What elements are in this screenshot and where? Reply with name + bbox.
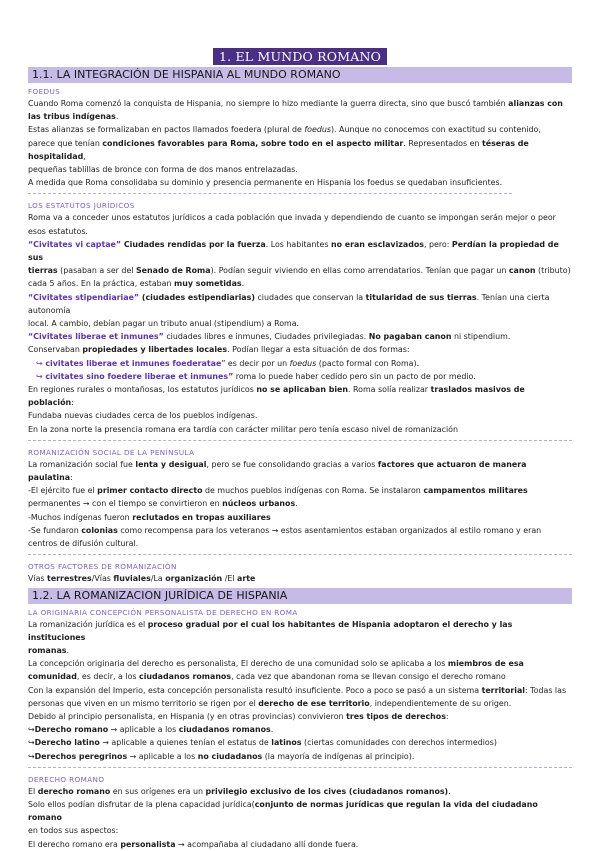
text-line: El derecho romano era personalista → acompañaba al ciudadano allí donde fuera. [28,839,359,849]
text-line: La romanización jurídica es el proceso gradual por el cual los habitantes de Hispania adoptaron el derecho y las instituciones [28,619,513,642]
text-line: esos estatutos. [28,226,88,236]
section-heading-1-1: 1.1. LA INTEGRACIÓN DE HISPANIA AL MUNDO ROMANO [28,67,572,83]
text-line: -Muchos indígenas fueron reclutados en tropas auxiliares [28,512,271,522]
text-line: Roma va a conceder unos estatutos jurídicos a cada población que invada y dependiendo de cuanto se impongan serán mejor o peor [28,213,556,223]
text-line: En regiones rurales o montañosas, los estatutos jurídicos no se aplicaban bien. Roma solía realizar traslados masivos de población: [28,385,525,408]
divider [28,440,572,441]
bullet-line: ↪Derechos peregrinos → aplicable a los no ciudadanos (la mayoría de indígenas al principio). [28,751,415,761]
text-line: permanentes → con el tiempo se convirtieron en núcleos urbanos. [28,499,298,509]
text-line: tierras (pasaban a ser del Senado de Roma). Podían seguir viviendo en ellas como arrendatarios. Tenían que pagar un canon (tributo) [28,266,571,276]
text-line: -El ejército fue el primer contacto directo de muchos pueblos indígenas con Roma. Se instalaron campamentos militares [28,486,528,496]
text-line: “Civitates stipendiariae” (ciudades estipendiarias) ciudades que conservan la titularidad de sus tierras. Tenían una cierta autonomía [28,292,550,315]
text-line: La concepción originaria del derecho es personalista, El derecho de una comunidad solo se aplicaba a los miembros de esa [28,659,524,669]
return-arrow-icon: ↪ [28,738,35,748]
text-line: las tribus indígenas. [28,112,119,122]
bullet-line: ↪ civitates sino foedere liberae et inmunes” roma lo puede haber cedido pero sin un pacto de por medio. [36,371,476,381]
text-line: Estas alianzas se formalizaban en pactos llamados foedera (plural de foedus). Aunque no conocemos con exactitud su contenido, [28,125,541,135]
subheading-romanizacion-social: ROMANIZACIÓN SOCIAL DE LA PENÍNSULA [28,447,195,457]
social-paragraph [28,458,572,550]
return-arrow-icon: ↪ [36,358,43,368]
text-line: El derecho romano en sus orígenes era un privilegio exclusivo de los cives (ciudadanos romanos). [28,786,451,796]
text-line: local. A cambio, debían pagar un tributo anual (stipendium) a Roma. [28,319,300,329]
divider [28,554,572,555]
bullet-line: ↪ civitates liberae et inmunes foederatae” es decir por un foedus (pacto formal con Roma). [36,358,420,368]
text-line: en todos sus aspectos: [28,826,119,836]
text-line: La romanización social fue lenta y desigual, pero se fue consolidando gracias a varios factores que actuaron de manera paulatina: [28,459,527,483]
page-title: 1. EL MUNDO ROMANO [213,48,387,65]
subheading-otros-factores: OTROS FACTORES DE ROMANIZACIÓN [28,562,177,572]
subheading-derecho-romano: DERECHO ROMANO [28,774,105,784]
text-line: Cuando Roma comenzó la conquista de Hispania, no siempre lo hizo mediante la guerra directa, sino que buscó también alianzas con [28,99,563,108]
title-wrap [0,48,600,65]
text-line: Fundaba nuevas ciudades cerca de los pueblos indígenas. [28,411,258,421]
text-line: Solo ellos podían disfrutar de la plena capacidad jurídica(conjunto de normas jurídicas que regulan la vida del ciudadano romano [28,799,538,823]
text-line: “Civitates liberae et inmunes” ciudades libres e inmunes, Ciudades privilegiadas. No pagaban canon ni stipendium. [28,332,511,342]
foedus-paragraph [28,97,572,189]
text-line: Conservaban propiedades y libertades locales. Podían llegar a esta situación de dos formas: [28,345,410,355]
text-line: centros de difusión cultural. [28,539,139,549]
bullet-line: ↪Derecho romano → aplicable a los ciudadanos romanos. [28,725,274,735]
text-line: Con la expansión del Imperio, esta concepción personalista resultó insuficiente. Poco a poco se pasó a un sistema territorial: Todas las [28,685,567,695]
divider [28,767,572,768]
divider [28,193,512,194]
text-line: “Civitates vi captae” Ciudades rendidas por la fuerza. Los habitantes no eran esclavizados, pero: Perdían la propiedad de sus [28,239,559,263]
text-line: cada 5 años. En la práctica, estaban muy sometidas. [28,279,245,289]
text-line: parece que tenían condiciones favorables para Roma, sobre todo en el aspecto militar. Representados en téseras de hospitalidad, [28,138,529,161]
return-arrow-icon: ↪ [36,371,43,381]
otros-line: Vías terrestres/Vías fluviales/La organización /El arte [28,574,256,584]
text-line: A medida que Roma consolidaba su dominio y presencia permanente en Hispania los foedus se quedaban insuficientes. [28,178,503,188]
originaria-paragraph [28,618,572,763]
text-line: pequeñas tablillas de bronce con forma de dos manos entrelazadas. [28,165,298,175]
text-line: comunidad, es decir, a los ciudadanos romanos, cada vez que abandonan roma se llevan consigo el derecho romano [28,672,506,682]
return-arrow-icon: ↪ [28,751,35,761]
text-line: romanas. [28,645,70,655]
text-line: En la zona norte la presencia romana era tardía con carácter militar pero tenía escaso nivel de romanización [28,424,458,434]
text-line: personas que viven en un mismo territorio se rigen por el derecho de ese territorio, independientemente de su origen. [28,698,512,708]
bullet-line: ↪Derecho latino → aplicable a quienes tenían el estatus de latinos (ciertas comunidades con derechos intermedios) [28,738,497,748]
section-heading-1-2: 1.2. LA ROMANIZACION JURÍDICA DE HISPANIA [28,588,572,604]
subheading-foedus: FOEDUS [28,87,61,96]
text-line: -Se fundaron colonias como recompensa para los veteranos → estos asentamientos estaban organizados al estilo romano y eran [28,525,542,535]
return-arrow-icon: ↪ [28,725,35,735]
text-line: Debido al principio personalista, en Hispania (y en otras provincias) convivieron tres tipos de derechos: [28,711,449,721]
estatutos-paragraph [28,211,572,435]
subheading-concepcion-personalista: LA ORIGINARIA CONCEPCIÓN PERSONALISTA DE DERECHO EN ROMA [28,607,298,617]
subheading-estatutos: LOS ESTATUTOS JURÍDICOS [28,201,135,211]
derecho-romano-paragraph [28,785,572,851]
